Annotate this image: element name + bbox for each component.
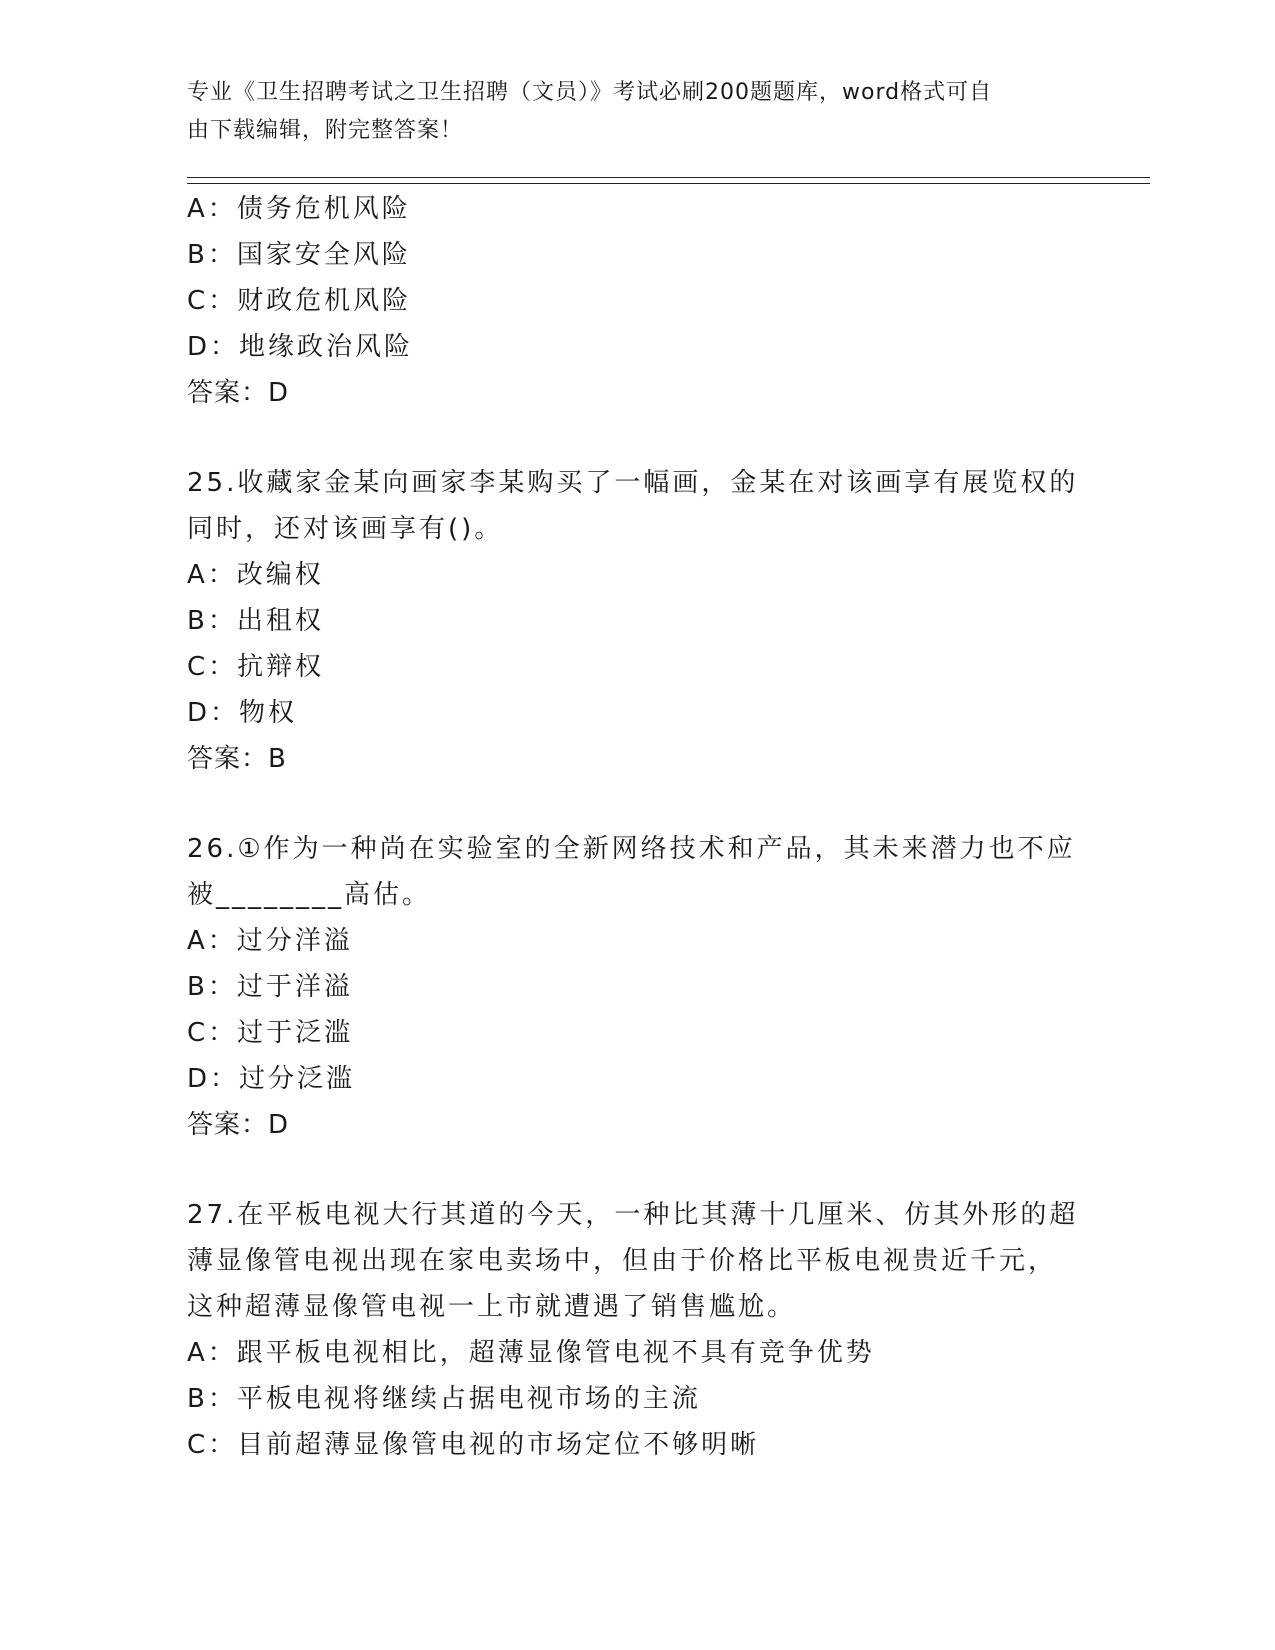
option-c: C：财政危机风险 [187, 286, 412, 316]
header-line-1: 专业《卫生招聘考试之卫生招聘（文员）》考试必刷200题题库，word格式可自 [187, 80, 993, 105]
option-c: C：抗辩权 [187, 652, 325, 682]
option-c: C：目前超薄显像管电视的市场定位不够明晰 [187, 1430, 760, 1460]
option-d: D：过分泛滥 [187, 1064, 356, 1094]
header-line-2: 由下载编辑，附完整答案！ [187, 118, 464, 143]
question-text-line: 27.在平板电视大行其道的今天，一种比其薄十几厘米、仿其外形的超 [187, 1200, 1079, 1230]
spacer [187, 782, 1087, 826]
option-a: A：跟平板电视相比，超薄显像管电视不具有竞争优势 [187, 1338, 875, 1368]
question-25 [187, 460, 1087, 782]
option-d: D：物权 [187, 698, 298, 728]
header-divider-bottom [187, 183, 1150, 184]
question-text-line: 同时，还对该画享有()。 [187, 514, 504, 544]
option-b: B：国家安全风险 [187, 240, 411, 270]
spacer [187, 416, 1087, 460]
option-a: A：改编权 [187, 560, 324, 590]
spacer [187, 1148, 1087, 1192]
option-d: D：地缘政治风险 [187, 332, 414, 362]
option-b: B：过于洋溢 [187, 972, 353, 1002]
document-body [187, 186, 1087, 1468]
question-text-line: 26.①作为一种尚在实验室的全新网络技术和产品，其未来潜力也不应 [187, 834, 1076, 864]
header-divider-top [187, 177, 1150, 178]
question-text-line: 25.收藏家金某向画家李某购买了一幅画，金某在对该画享有展览权的 [187, 468, 1079, 498]
question-27 [187, 1192, 1087, 1468]
question-24-continuation [187, 186, 1087, 416]
question-text-line: 这种超薄显像管电视一上市就遭遇了销售尴尬。 [187, 1292, 797, 1322]
document-header [187, 74, 1057, 150]
option-b: B：平板电视将继续占据电视市场的主流 [187, 1384, 701, 1414]
answer-line: 答案：D [187, 378, 290, 408]
question-26 [187, 826, 1087, 1148]
question-text-line: 薄显像管电视出现在家电卖场中，但由于价格比平板电视贵近千元， [187, 1246, 1058, 1276]
answer-line: 答案：D [187, 1110, 290, 1140]
option-a: A：过分洋溢 [187, 926, 353, 956]
option-b: B：出租权 [187, 606, 324, 636]
option-a: A：债务危机风险 [187, 194, 411, 224]
question-text-line: 被________高估。 [187, 880, 432, 910]
answer-line: 答案：B [187, 744, 287, 774]
option-c: C：过于泛滥 [187, 1018, 354, 1048]
